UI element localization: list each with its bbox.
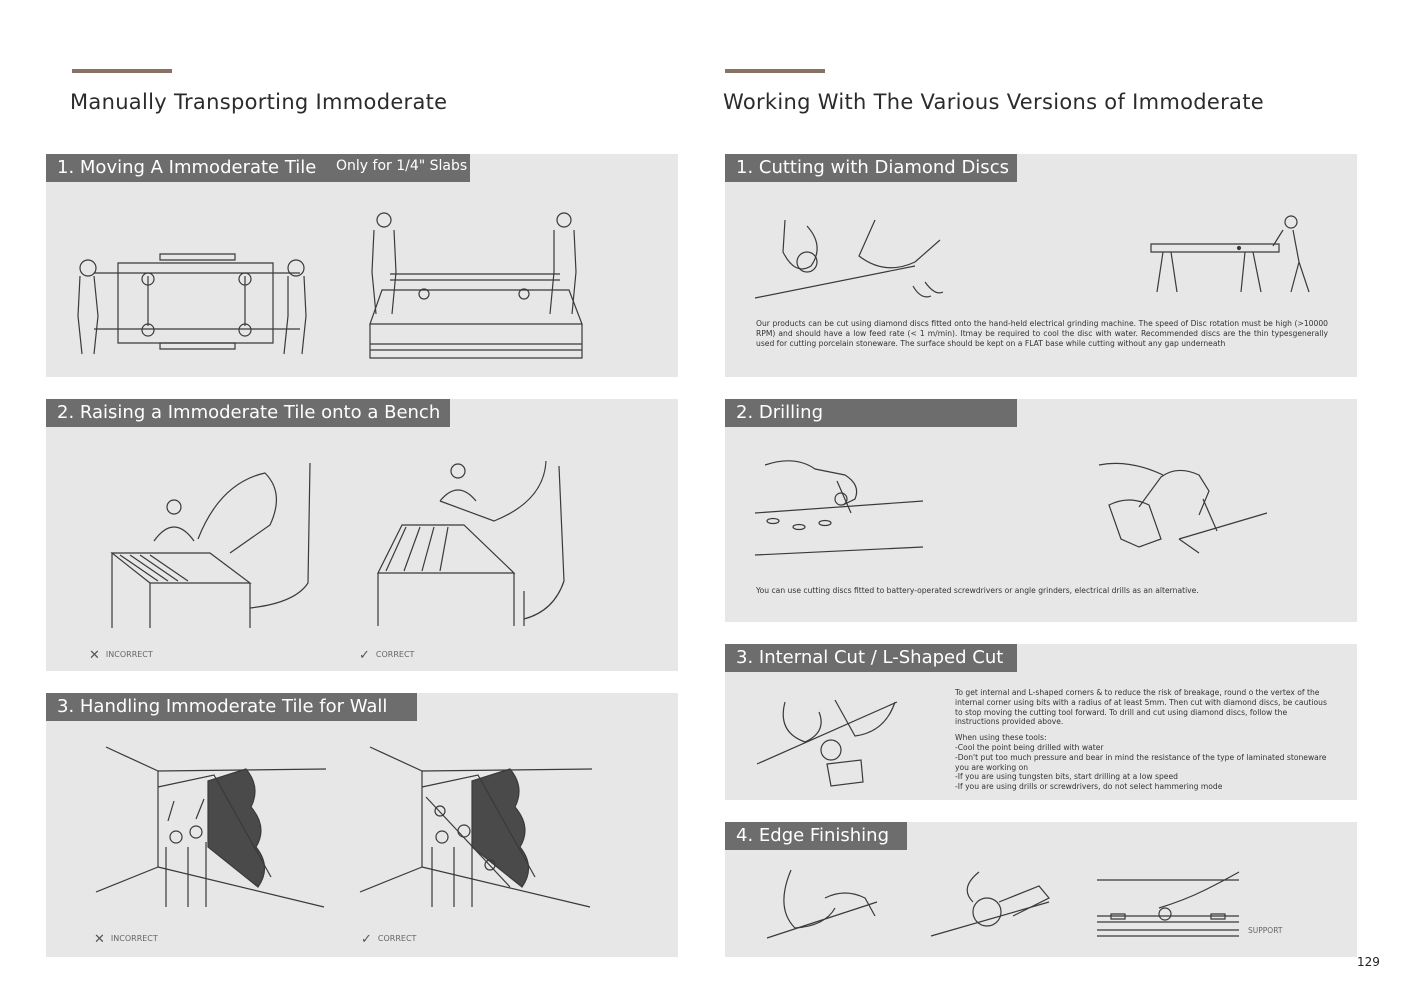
panel-internal-cut bbox=[725, 644, 1357, 800]
tab-internal-cut bbox=[725, 644, 1017, 672]
cross-icon: ✕ bbox=[94, 932, 105, 947]
tab-handling-wall-tile bbox=[46, 693, 417, 721]
cross-icon: ✕ bbox=[89, 648, 100, 663]
panel-moving-tile bbox=[46, 154, 678, 377]
incorrect-label: INCORRECT bbox=[110, 934, 158, 943]
tools-item-cool: -Cool the point being drilled with water bbox=[955, 742, 1104, 752]
internal-cut-illustration bbox=[755, 692, 900, 788]
support-label: SUPPORT bbox=[1248, 926, 1283, 935]
panel-raising-tile bbox=[46, 399, 678, 671]
panel-drilling bbox=[725, 399, 1357, 622]
left-column-title: Manually Transporting Immoderate bbox=[70, 90, 448, 114]
disc-cutting-closeup-illustration bbox=[755, 216, 945, 302]
tab-drilling-label: 2. Drilling bbox=[736, 402, 823, 423]
handling-wall-correct-illustration bbox=[360, 747, 592, 912]
incorrect-label: INCORRECT bbox=[105, 650, 153, 659]
tools-heading: When using these tools: bbox=[955, 733, 1047, 743]
tools-item-hammering: -If you are using drills or screwdrivers, do not select hammering mode bbox=[955, 782, 1223, 792]
tab-drilling bbox=[725, 399, 1017, 427]
correct-label: CORRECT bbox=[377, 934, 417, 943]
right-accent-bar bbox=[725, 69, 825, 73]
edge-finishing-hand-illustration bbox=[765, 868, 879, 942]
edge-finishing-support-illustration bbox=[1095, 870, 1241, 946]
tools-item-tungsten: -If you are using tungsten bits, start drilling at a low speed bbox=[955, 772, 1178, 782]
moving-tile-top-view-illustration bbox=[70, 246, 325, 361]
correct-label: CORRECT bbox=[375, 650, 415, 659]
disc-cutting-table-illustration bbox=[1149, 216, 1319, 296]
tab-raising-tile bbox=[46, 399, 450, 427]
panel-edge-finishing bbox=[725, 822, 1357, 957]
internal-cut-instructions bbox=[955, 688, 1327, 792]
right-column-title: Working With The Various Versions of Immoderate bbox=[723, 90, 1264, 114]
drilling-screwdriver-illustration bbox=[1099, 455, 1271, 555]
panel-handling-wall-tile bbox=[46, 693, 678, 957]
correct-indicator-wall bbox=[361, 932, 416, 947]
tab-edge-finishing bbox=[725, 822, 907, 850]
drilling-instructions: You can use cutting discs fitted to battery-operated screwdrivers or angle grinders, electrical drills as an alternative. bbox=[756, 586, 1199, 595]
tab-cutting-label: 1. Cutting with Diamond Discs bbox=[736, 157, 1009, 178]
moving-tile-side-view-illustration bbox=[364, 212, 589, 360]
incorrect-indicator-wall bbox=[94, 932, 158, 947]
tab-edge-finishing-label: 4. Edge Finishing bbox=[736, 825, 889, 846]
check-icon: ✓ bbox=[361, 932, 372, 947]
raising-tile-incorrect-illustration bbox=[110, 463, 315, 628]
cutting-instructions: Our products can be cut using diamond discs fitted onto the hand-held electrical grinding machine. The speed of Disc rotation must be high (>10000 RPM) and should have a low feed rate (< 1 m/min). Itmay be required to cool the disc with water. Recommended discs are the thin typesgenerally used for cutting porcelain stoneware. The surface should be kept on a FLAT base while cutting without any gap underneath bbox=[756, 319, 1328, 348]
check-icon: ✓ bbox=[359, 648, 370, 663]
tab-internal-cut-label: 3. Internal Cut / L-Shaped Cut bbox=[736, 647, 1004, 668]
left-accent-bar bbox=[72, 69, 172, 73]
tab-moving-tile-label: 1. Moving A Immoderate Tile bbox=[57, 157, 317, 178]
incorrect-indicator-raising bbox=[89, 648, 153, 663]
edge-finishing-grinder-illustration bbox=[929, 868, 1053, 940]
correct-indicator-raising bbox=[359, 648, 414, 663]
tab-cutting-diamond-discs bbox=[725, 154, 1017, 182]
slab-note: Only for 1/4" Slabs bbox=[336, 158, 468, 174]
panel-cutting-diamond-discs bbox=[725, 154, 1357, 377]
raising-tile-correct-illustration bbox=[374, 461, 574, 629]
tab-handling-wall-tile-label: 3. Handling Immoderate Tile for Wall bbox=[57, 696, 388, 717]
handling-wall-incorrect-illustration bbox=[96, 747, 326, 912]
tools-item-pressure: -Don't put too much pressure and bear in mind the resistance of the type of laminated stoneware you are working on bbox=[955, 752, 1327, 772]
page-number: 129 bbox=[1357, 955, 1380, 969]
tab-raising-tile-label: 2. Raising a Immoderate Tile onto a Bench bbox=[57, 402, 441, 423]
internal-cut-paragraph: To get internal and L-shaped corners & to reduce the risk of breakage, round o the vertex of the internal corner using bits with a radius of at least 5mm. Then cut with diamond discs, be cautious to stop moving the cutting tool forward. To drill and cut using diamond discs, follow the instructions provided above. bbox=[955, 688, 1327, 727]
drilling-angle-grinder-illustration bbox=[755, 455, 925, 559]
